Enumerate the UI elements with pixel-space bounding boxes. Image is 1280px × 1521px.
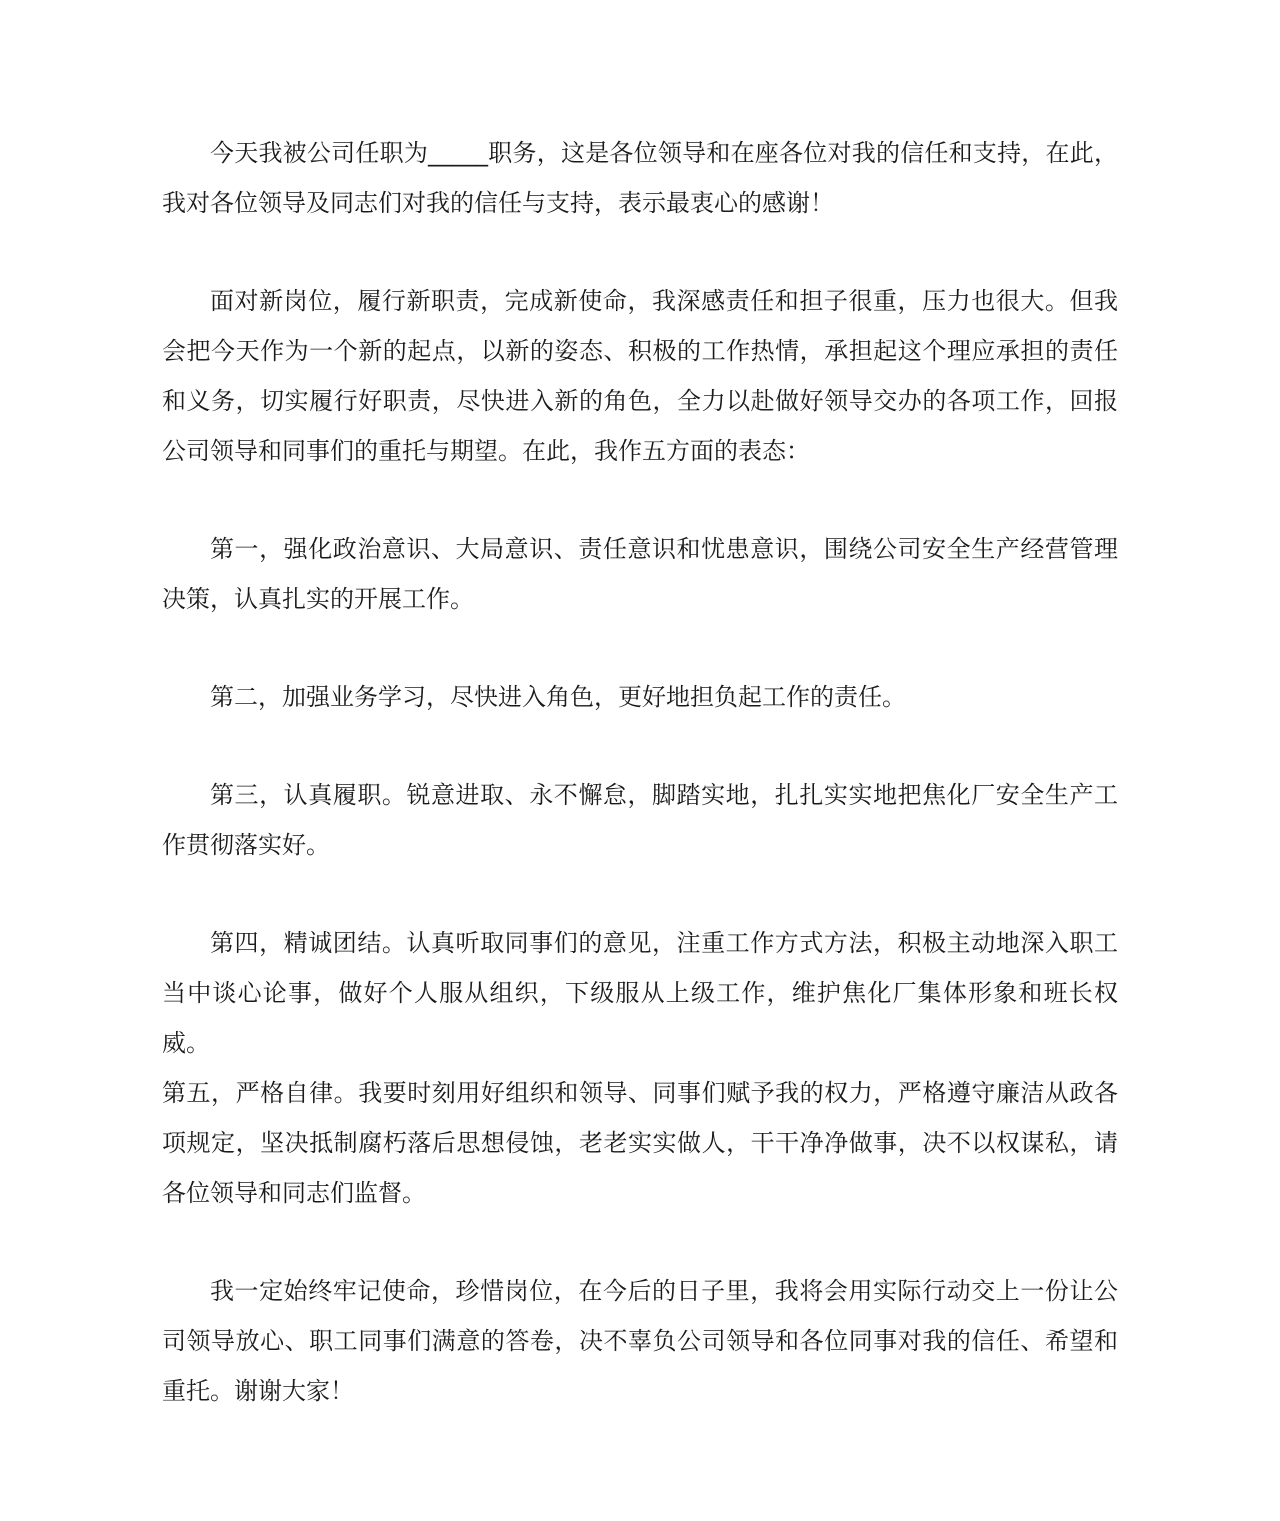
- document-page: [162, 128, 1118, 1464]
- paragraph-point-four: 第四，精诚团结。认真听取同事们的意见，注重工作方式方法，积极主动地深入职工当中谈心论事，做好个人服从组织，下级服从上级工作，维护焦化厂集体形象和班长权威。: [162, 929, 1118, 1057]
- paragraph-point-two: 第二，加强业务学习，尽快进入角色，更好地担负起工作的责任。: [210, 683, 906, 711]
- paragraph-point-one: 第一，强化政治意识、大局意识、责任意识和忧患意识，围绕公司安全生产经营管理决策，认真扎实的开展工作。: [162, 535, 1118, 613]
- paragraph-closing: 我一定始终牢记使命，珍惜岗位，在今后的日子里，我将会用实际行动交上一份让公司领导放心、职工同事们满意的答卷，决不辜负公司领导和各位同事对我的信任、希望和重托。谢谢大家！: [162, 1277, 1118, 1405]
- paragraph-point-five: 第五，严格自律。我要时刻用好组织和领导、同事们赋予我的权力，严格遵守廉洁从政各项规定，坚决抵制腐朽落后思想侵蚀，老老实实做人，干干净净做事，决不以权谋私，请各位领导和同志们监督。: [162, 1079, 1118, 1207]
- paragraph-new-position: 面对新岗位，履行新职责，完成新使命，我深感责任和担子很重，压力也很大。但我会把今天作为一个新的起点，以新的姿态、积极的工作热情，承担起这个理应承担的责任和义务，切实履行好职责，尽快进入新的角色，全力以赴做好领导交办的各项工作，回报公司领导和同事们的重托与期望。在此，我作五方面的表态：: [162, 287, 1118, 465]
- paragraph-appointment-thanks: 今天我被公司任职为_____职务，这是各位领导和在座各位对我的信任和支持，在此，我对各位领导及同志们对我的信任与支持，表示最衷心的感谢！: [162, 139, 1118, 217]
- paragraph-point-three: 第三，认真履职。锐意进取、永不懈怠，脚踏实地，扎扎实实地把焦化厂安全生产工作贯彻落实好。: [162, 781, 1118, 859]
